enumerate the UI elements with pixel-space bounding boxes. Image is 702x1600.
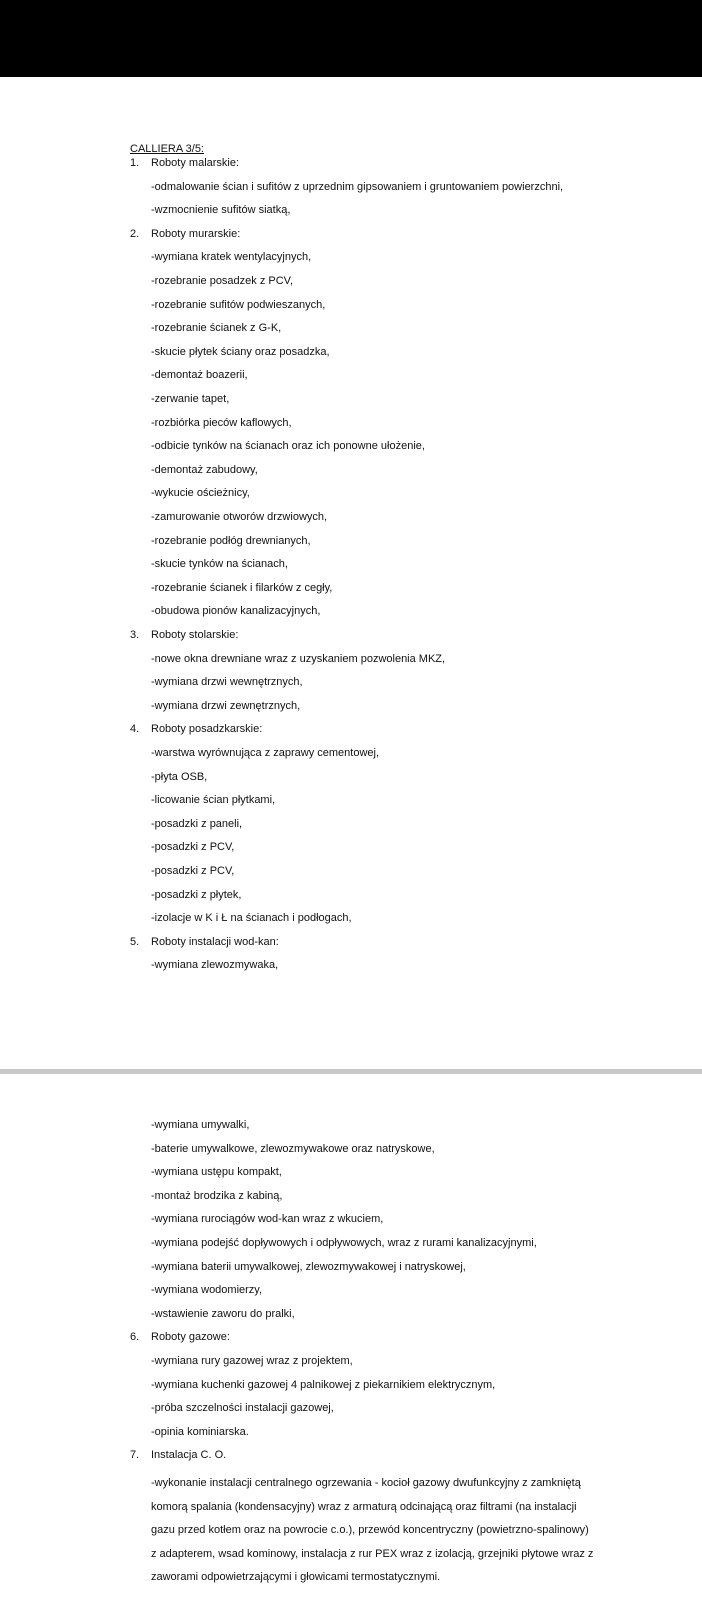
list-item: -rozebranie posadzek z PCV,	[151, 275, 294, 287]
list-item: -baterie umywalkowe, zlewozmywakowe oraz natryskowe,	[151, 1142, 435, 1155]
list-item: -wymiana zlewozmywaka,	[151, 959, 279, 972]
list-item: -płyta OSB,	[151, 770, 208, 783]
list-item: -posadzki z PCV,	[151, 865, 235, 877]
section-number: 1.	[130, 157, 140, 169]
list-item: -wymiana wodomierzy,	[151, 1284, 263, 1297]
viewer-top-bar	[0, 0, 702, 77]
list-item: -posadzki z płytek,	[151, 888, 242, 901]
section-number: 2.	[130, 227, 140, 240]
paragraph-line: -wykonanie instalacji centralnego ogrzewania - kocioł gazowy dwufunkcyjny z zamkniętą	[151, 1477, 581, 1489]
section-heading	[130, 1448, 226, 1462]
list-item: -posadzki z PCV,	[151, 841, 235, 854]
list-item: -rozebranie podłóg drewnianych,	[151, 534, 311, 547]
list-item: -wymiana umywalki,	[151, 1119, 250, 1131]
list-item: -wymiana podejść dopływowych i odpływowych, wraz z rurami kanalizacyjnymi,	[151, 1237, 537, 1249]
list-item: -rozebranie sufitów podwieszanych,	[151, 298, 326, 311]
section-heading-text: Roboty stolarskie:	[151, 629, 239, 641]
section-heading-text: Instalacja C. O.	[151, 1449, 227, 1462]
list-item: -zamurowanie otworów drzwiowych,	[151, 511, 328, 523]
list-item: -wymiana rury gazowej wraz z projektem,	[151, 1355, 353, 1367]
section-number: 4.	[130, 723, 140, 736]
list-item: -izolacje w K i Ł na ścianach i podłogach,	[151, 912, 352, 925]
section-heading	[130, 722, 262, 736]
list-item: -obudowa pionów kanalizacyjnych,	[151, 605, 321, 618]
list-item: -wymiana baterii umywalkowej, zlewozmywakowej i natryskowej,	[151, 1260, 466, 1273]
list-item: -wymiana kratek wentylacyjnych,	[151, 251, 312, 264]
section-number: 3.	[130, 629, 140, 641]
section-heading	[130, 628, 238, 642]
heating-description-paragraph	[151, 1472, 631, 1590]
list-item: -licowanie ścian płytkami,	[151, 794, 276, 807]
list-item: -wymiana drzwi wewnętrznych,	[151, 676, 303, 689]
list-item: -montaż brodzika z kabiną,	[151, 1189, 283, 1202]
list-item: -rozebranie ścianek i filarków z cegły,	[151, 581, 333, 594]
document-page-2	[0, 1074, 702, 1600]
paragraph-line: zaworami odpowietrzającymi i głowicami termostatycznymi.	[151, 1571, 441, 1584]
paragraph-line: komorą spalania (kondensacyjny) wraz z armaturą odcinającą oraz filtrami (na instalacji	[151, 1500, 577, 1513]
section-heading	[130, 227, 240, 241]
section-heading	[130, 156, 239, 170]
list-item: -skucie płytek ściany oraz posadzka,	[151, 345, 330, 358]
document-page-1	[0, 77, 702, 1069]
section-number: 6.	[130, 1331, 140, 1344]
section-number: 5.	[130, 935, 140, 948]
list-item: -zerwanie tapet,	[151, 393, 230, 405]
list-item: -wstawienie zaworu do pralki,	[151, 1307, 295, 1320]
section-heading-text: Roboty posadzkarskie:	[151, 723, 263, 736]
list-item: -rozbiórka pieców kaflowych,	[151, 416, 292, 429]
list-item: -wzmocnienie sufitów siatką,	[151, 204, 291, 217]
list-item: -skucie tynków na ścianach,	[151, 558, 288, 571]
list-item: -posadzki z paneli,	[151, 817, 243, 830]
section-heading-text: Roboty malarskie:	[151, 157, 240, 169]
list-item: -demontaż zabudowy,	[151, 463, 258, 476]
list-item: -wymiana rurociągów wod-kan wraz z wkuciem,	[151, 1213, 384, 1226]
document-title: CALLIERA 3/5:	[130, 143, 204, 155]
section-heading	[130, 935, 279, 949]
section-heading	[130, 1330, 230, 1344]
list-item: -rozebranie ścianek z G-K,	[151, 322, 282, 335]
list-item: -opinia kominiarska.	[151, 1425, 249, 1438]
section-heading-text: Roboty instalacji wod-kan:	[151, 935, 279, 948]
section-heading-text: Roboty gazowe:	[151, 1331, 230, 1344]
paragraph-line: z adapterem, wsad kominowy, instalacja z rur PEX wraz z izolacją, grzejniki płytowe wraz z	[151, 1547, 594, 1560]
list-item: -warstwa wyrównująca z zaprawy cementowej,	[151, 747, 380, 759]
list-item: -demontaż boazerii,	[151, 369, 248, 382]
list-item: -wymiana drzwi zewnętrznych,	[151, 699, 301, 712]
list-item: -odbicie tynków na ścianach oraz ich ponowne ułożenie,	[151, 440, 425, 453]
list-item: -wymiana ustępu kompakt,	[151, 1166, 282, 1179]
list-item: -nowe okna drewniane wraz z uzyskaniem pozwolenia MKZ,	[151, 652, 446, 665]
list-item: -wykucie ościeżnicy,	[151, 487, 250, 500]
list-item: -odmalowanie ścian i sufitów z uprzednim gipsowaniem i gruntowaniem powierzchni,	[151, 180, 564, 193]
paragraph-line: gazu przed kotłem oraz na powrocie c.o.), przewód koncentryczny (powietrzno-spalinowy)	[151, 1524, 589, 1537]
list-item: -próba szczelności instalacji gazowej,	[151, 1402, 334, 1415]
section-heading-text: Roboty murarskie:	[151, 227, 241, 240]
section-number: 7.	[130, 1449, 140, 1462]
list-item: -wymiana kuchenki gazowej 4 palnikowej z piekarnikiem elektrycznym,	[151, 1378, 496, 1391]
